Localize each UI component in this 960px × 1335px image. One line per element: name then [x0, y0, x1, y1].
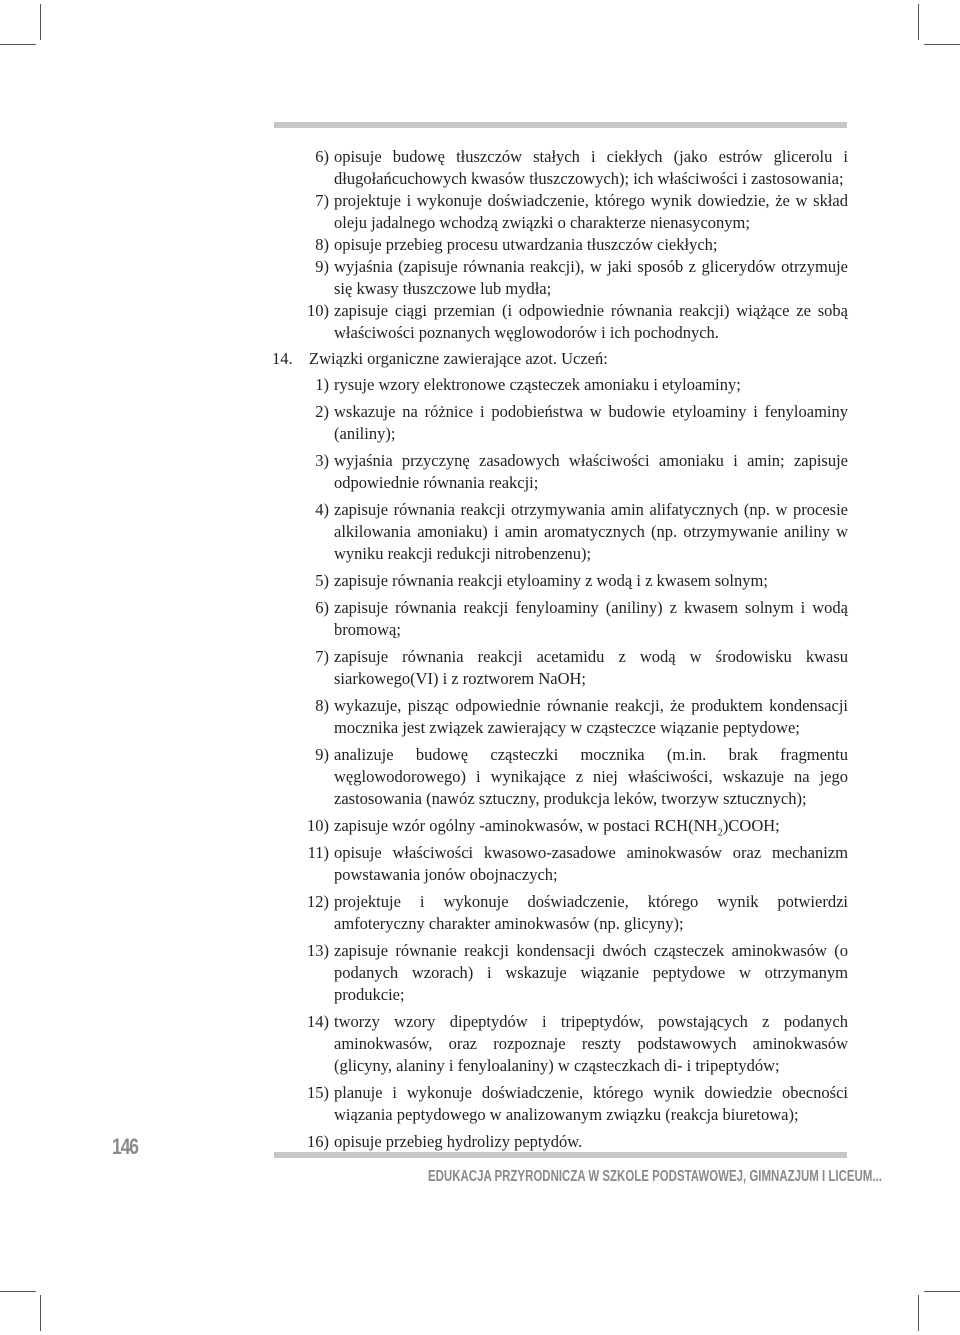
- formula-text-end: )COOH;: [722, 816, 780, 835]
- formula-text: zapisuje wzór ogólny -aminokwasów, w postaci RCH(NH: [334, 816, 718, 835]
- item-text: analizuje budowę cząsteczki mocznika (m.in. brak fragmentu węglowodorowego) i wynikające z niej właściwości, wskazuje na jego zastosowania (nawóz sztuczny, produkcja leków, tworzyw sztucznych);: [334, 745, 848, 808]
- item-text: rysuje wzory elektronowe cząsteczek amoniaku i etyloaminy;: [334, 375, 741, 394]
- item-text: opisuje budowę tłuszczów stałych i ciekłych (jako estrów glicerolu i długołańcuchowych kwasów tłuszczowych); ich właściwości i zastosowania;: [334, 147, 848, 188]
- list-item: [272, 401, 848, 445]
- formula-subscript: 2: [717, 826, 723, 839]
- item-text: zapisuje równanie reakcji kondensacji dwóch cząsteczek aminokwasów (o podanych wzorach) i wskazuje wiązanie peptydowe w otrzymanym produkcie;: [334, 941, 848, 1004]
- list-item: [272, 891, 848, 935]
- list-item: [272, 597, 848, 641]
- crop-mark: [40, 1295, 41, 1331]
- list-item: [272, 1011, 848, 1077]
- list-item: [272, 1082, 848, 1126]
- item-text: projektuje i wykonuje doświadczenie, którego wynik dowiedzie, że w skład oleju jadalnego wchodzą związki o charakterze nienasyconym;: [334, 191, 848, 232]
- item-text: opisuje przebieg hydrolizy peptydów.: [334, 1132, 583, 1151]
- item-number: 5): [315, 571, 329, 590]
- item-text: planuje i wykonuje doświadczenie, którego wynik dowiedzie obecności wiązania peptydowego w analizowanym związku (reakcja biuretowa);: [334, 1083, 848, 1124]
- item-number: 12): [307, 892, 329, 911]
- item-text: tworzy wzory dipeptydów i tripeptydów, powstających z podanych aminokwasów, oraz rozpoznaje reszty podstawowych aminokwasów (glicyny, alaniny i fenyloalaniny) w cząsteczkach di- i tripeptydów;: [334, 1012, 848, 1075]
- item-number: 2): [315, 402, 329, 421]
- list-item: [272, 1131, 848, 1153]
- header-rule: [274, 122, 847, 128]
- item-text: zapisuje ciągi przemian (i odpowiednie równania reakcji) wiążące ze sobą właściwości poznanych węglowodorów i ich pochodnych.: [334, 301, 848, 342]
- crop-mark: [924, 1291, 960, 1292]
- item-number: 6): [315, 598, 329, 617]
- item-number: 10): [307, 816, 329, 835]
- crop-mark: [0, 44, 36, 45]
- item-number: 7): [315, 191, 329, 210]
- section-title: Związki organiczne zawierające azot. Uczeń:: [309, 349, 608, 368]
- list-item: [272, 842, 848, 886]
- item-number: 8): [315, 235, 329, 254]
- section-heading: [272, 348, 848, 370]
- item-number: 10): [307, 301, 329, 320]
- item-text: wyjaśnia przyczynę zasadowych właściwości amoniaku i amin; zapisuje odpowiednie równania reakcji;: [334, 451, 848, 492]
- list-item: [272, 695, 848, 739]
- item-number: 11): [307, 843, 329, 862]
- list-item: [272, 374, 848, 396]
- crop-mark: [0, 1291, 36, 1292]
- item-number: 13): [307, 941, 329, 960]
- crop-mark: [918, 1295, 919, 1331]
- footer-title: EDUKACJA PRZYRODNICZA W SZKOLE PODSTAWOWEJ, GIMNAZJUM I LICEUM...: [428, 1168, 882, 1185]
- item-text: projektuje i wykonuje doświadczenie, którego wynik potwierdzi amfoteryczny charakter aminokwasów (np. glicyny);: [334, 892, 848, 933]
- item-text: [334, 816, 780, 839]
- item-number: 1): [315, 375, 329, 394]
- item-number: 4): [315, 500, 329, 519]
- item-text: zapisuje równania reakcji otrzymywania amin alifatycznych (np. w procesie alkilowania amoniaku) i amin aromatycznych (np. otrzymywanie aniliny w wyniku reakcji redukcji nitrobenzenu);: [334, 500, 848, 563]
- item-number: 16): [307, 1132, 329, 1151]
- crop-mark: [40, 4, 41, 40]
- item-text: wyjaśnia (zapisuje równania reakcji), w jaki sposób z glicerydów otrzymuje się kwasy tłuszczowe lub mydła;: [334, 257, 848, 298]
- item-number: 3): [315, 451, 329, 470]
- page-number: 146: [112, 1134, 138, 1159]
- list-item: [272, 256, 848, 300]
- list-item: [272, 499, 848, 565]
- item-number: 14): [307, 1012, 329, 1031]
- list-item: [272, 744, 848, 810]
- footer-rule: [274, 1152, 847, 1158]
- item-text: wykazuje, pisząc odpowiednie równanie reakcji, że produktem kondensacji mocznika jest związek zawierający w cząsteczce wiązanie peptydowe;: [334, 696, 848, 737]
- list-item: [272, 300, 848, 344]
- item-text: zapisuje równania reakcji etyloaminy z wodą i z kwasem solnym;: [334, 571, 768, 590]
- item-text: zapisuje równania reakcji fenyloaminy (aniliny) z kwasem solnym i wodą bromową;: [334, 598, 848, 639]
- section-number: 14.: [272, 349, 293, 368]
- item-number: 9): [315, 745, 329, 764]
- list-item: [272, 190, 848, 234]
- item-text: opisuje przebieg procesu utwardzania tłuszczów ciekłych;: [334, 235, 718, 254]
- list-item: [272, 570, 848, 592]
- page-content: [272, 146, 848, 1153]
- list-item: [272, 450, 848, 494]
- item-text: wskazuje na różnice i podobieństwa w budowie etyloaminy i fenyloaminy (aniliny);: [334, 402, 848, 443]
- item-text: opisuje właściwości kwasowo-zasadowe aminokwasów oraz mechanizm powstawania jonów obojnaczych;: [334, 843, 848, 884]
- item-number: 15): [307, 1083, 329, 1102]
- item-number: 7): [315, 647, 329, 666]
- list-item: [272, 646, 848, 690]
- item-number: 8): [315, 696, 329, 715]
- list-item: [272, 146, 848, 190]
- item-number: 9): [315, 257, 329, 276]
- item-number: 6): [315, 147, 329, 166]
- list-item: [272, 815, 848, 837]
- crop-mark: [924, 44, 960, 45]
- crop-mark: [918, 4, 919, 40]
- item-text: zapisuje równania reakcji acetamidu z wodą w środowisku kwasu siarkowego(VI) i z roztworem NaOH;: [334, 647, 848, 688]
- list-item: [272, 940, 848, 1006]
- list-item: [272, 234, 848, 256]
